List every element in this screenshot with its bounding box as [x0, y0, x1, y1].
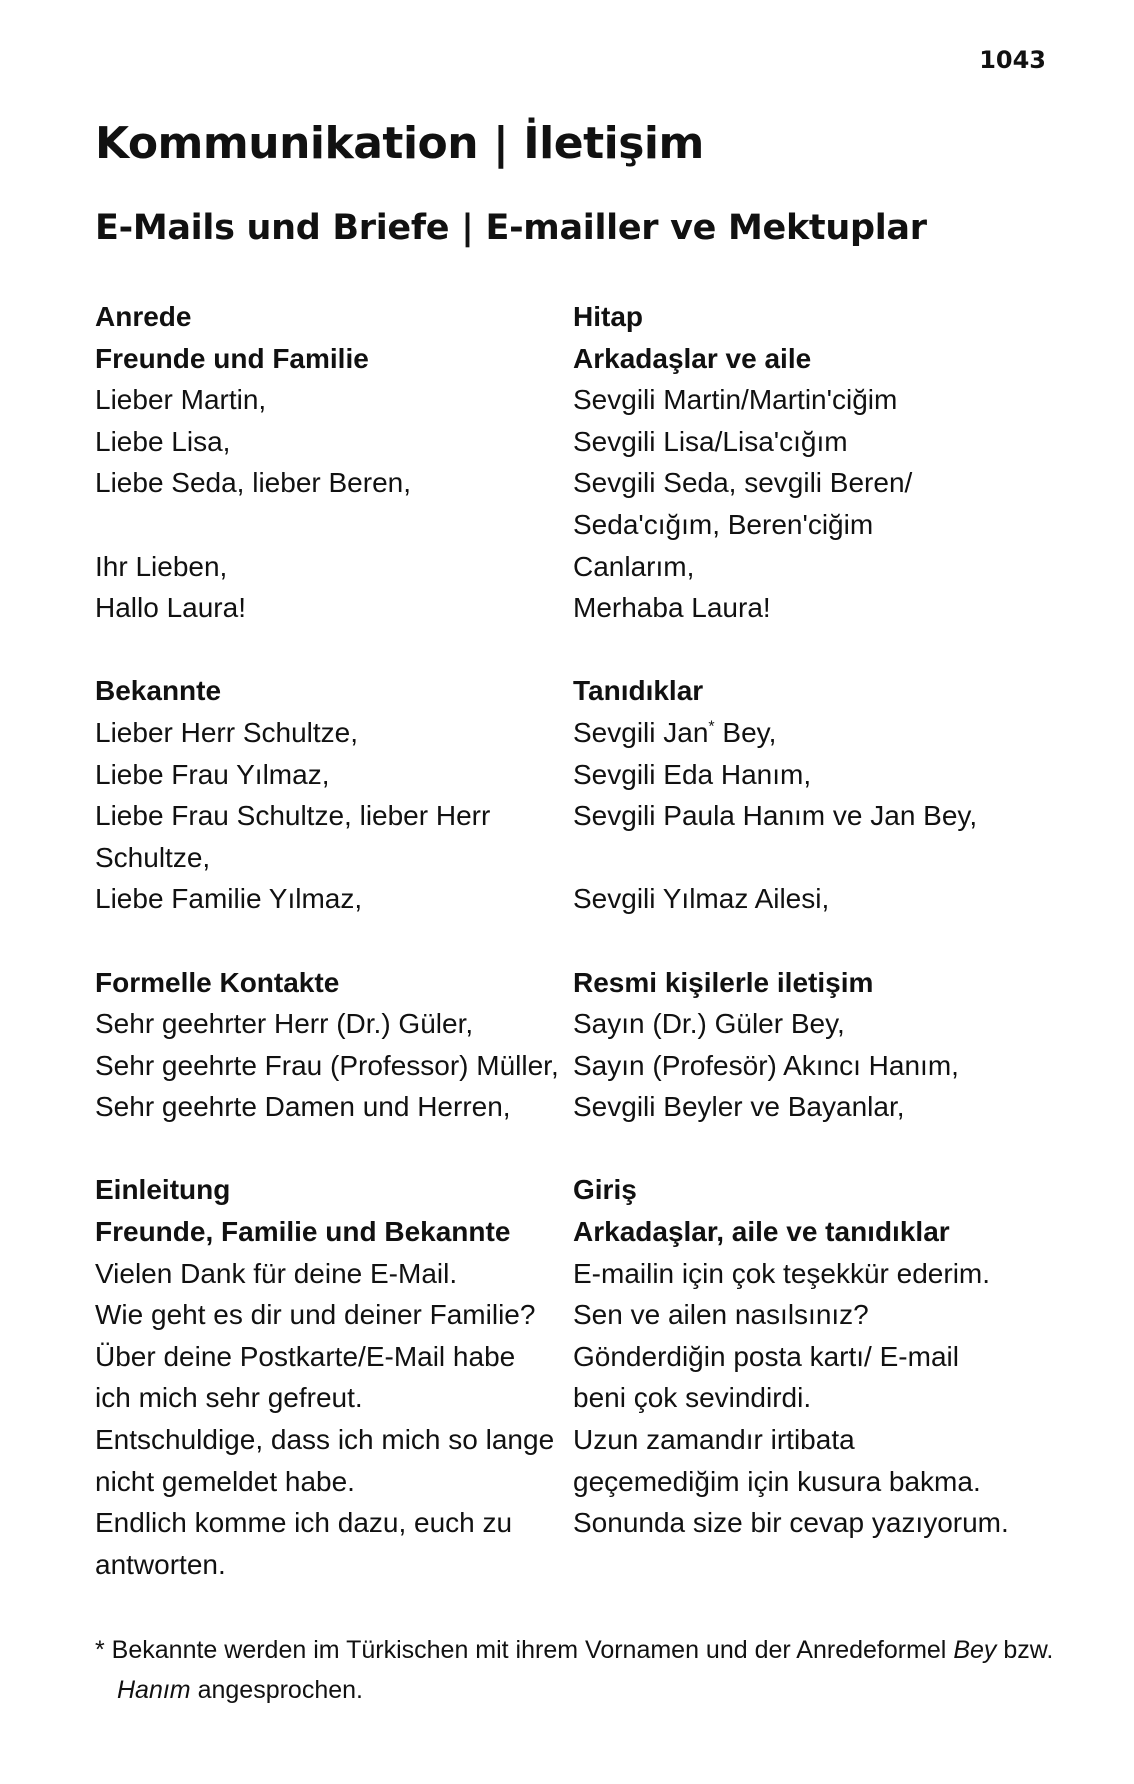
- phrase-tr: Sonunda size bir cevap yazıyorum.: [573, 1507, 1009, 1539]
- phrase-de: [95, 504, 573, 546]
- phrase-de: Entschuldige, dass ich mich so lange: [95, 1424, 555, 1456]
- footnote-text: angesprochen.: [190, 1676, 363, 1704]
- phrase-row: [95, 546, 1055, 588]
- footnote-line-2: [95, 1670, 1055, 1710]
- phrase-de: Liebe Seda, lieber Beren,: [95, 467, 411, 499]
- phrase-row: [95, 462, 1055, 504]
- subheading-tr: Arkadaşlar, aile ve tanıdıklar: [573, 1216, 950, 1248]
- page-number: 1043: [979, 46, 1046, 74]
- footnote-text: Bekannte werden im Türkischen mit ihrem Vornamen und der Anredeformel: [104, 1636, 954, 1664]
- phrase-de: Wie geht es dir und deiner Familie?: [95, 1299, 536, 1331]
- phrase-tr: geçemediğim için kusura bakma.: [573, 1465, 981, 1497]
- phrase-tr: [573, 712, 1055, 754]
- phrase-tr: beni çok sevindirdi.: [573, 1382, 812, 1414]
- phrase-de: Lieber Herr Schultze,: [95, 716, 359, 748]
- heading-row-formelle: [95, 962, 1055, 1004]
- phrase-de: Vielen Dank für deine E-Mail.: [95, 1257, 458, 1289]
- phrase-tr: Seda'cığım, Beren'ciğim: [573, 508, 874, 540]
- phrase-tr: [573, 837, 1055, 879]
- heading-de: Formelle Kontakte: [95, 966, 340, 998]
- phrase-tr: Sayın (Profesör) Akıncı Hanım,: [573, 1049, 959, 1081]
- phrase-de: Liebe Frau Yılmaz,: [95, 758, 330, 790]
- phrase-tr: Gönderdiğin posta kartı/ E-mail: [573, 1340, 959, 1372]
- phrase-de: ich mich sehr gefreut.: [95, 1382, 363, 1414]
- phrase-de: antworten.: [95, 1548, 226, 1580]
- phrase-row: [95, 1461, 1055, 1503]
- phrase-tr: Merhaba Laura!: [573, 592, 771, 624]
- phrase-tr: Sevgili Lisa/Lisa'cığım: [573, 425, 848, 457]
- phrase-tr: Sevgili Seda, sevgili Beren/: [573, 467, 913, 499]
- phrase-row: [95, 712, 1055, 754]
- phrase-tr: Uzun zamandır irtibata: [573, 1424, 855, 1456]
- subheading-de: Freunde, Familie und Bekannte: [95, 1216, 511, 1248]
- phrase-table: [95, 296, 1055, 1585]
- phrase-row: [95, 1336, 1055, 1378]
- phrase-de: Lieber Martin,: [95, 384, 267, 416]
- spacer: [95, 920, 1055, 962]
- spacer: [95, 629, 1055, 671]
- phrase-row: [95, 878, 1055, 920]
- phrase-de: Hallo Laura!: [95, 592, 246, 624]
- page-title: Kommunikation | İletişim: [95, 118, 704, 169]
- phrase-de: Endlich komme ich dazu, euch zu: [95, 1507, 513, 1539]
- phrase-tr: Canlarım,: [573, 550, 695, 582]
- phrase-tr-part: Sevgili Jan: [573, 716, 709, 748]
- phrase-tr: Sevgili Yılmaz Ailesi,: [573, 883, 830, 915]
- phrase-row: [95, 837, 1055, 879]
- phrase-tr-part: Bey,: [714, 716, 777, 748]
- phrase-row: [95, 795, 1055, 837]
- footnote-text: bzw.: [996, 1636, 1054, 1664]
- phrase-row: [95, 1045, 1055, 1087]
- phrase-de: Liebe Lisa,: [95, 425, 231, 457]
- heading-de: Einleitung: [95, 1174, 231, 1206]
- heading-de: Anrede: [95, 301, 192, 332]
- phrase-de: Sehr geehrte Frau (Professor) Müller,: [95, 1049, 559, 1081]
- heading-tr: Resmi kişilerle iletişim: [573, 966, 874, 998]
- section-subtitle: E-Mails und Briefe | E-mailler ve Mektuplar: [95, 208, 927, 248]
- phrase-row: [95, 1086, 1055, 1128]
- heading-tr: Giriş: [573, 1174, 637, 1206]
- phrase-de: nicht gemeldet habe.: [95, 1465, 355, 1497]
- phrase-row: [95, 1377, 1055, 1419]
- phrase-row: [95, 379, 1055, 421]
- phrase-de: Über deine Postkarte/E-Mail habe: [95, 1340, 516, 1372]
- phrase-tr: Sen ve ailen nasılsınız?: [573, 1299, 869, 1331]
- heading-row-einleitung: [95, 1169, 1055, 1211]
- phrase-tr: Sevgili Beyler ve Bayanlar,: [573, 1091, 905, 1123]
- heading-de: Bekannte: [95, 675, 222, 707]
- subheading-tr: Arkadaşlar ve aile: [573, 342, 812, 374]
- footnote: [95, 1630, 1055, 1710]
- phrase-tr: E-mailin için çok teşekkür ederim.: [573, 1257, 991, 1289]
- phrase-de: Ihr Lieben,: [95, 550, 228, 582]
- phrase-tr: Sevgili Eda Hanım,: [573, 758, 812, 790]
- phrase-de: Schultze,: [95, 841, 211, 873]
- phrase-de: Sehr geehrte Damen und Herren,: [95, 1091, 511, 1123]
- phrase-row: [95, 504, 1055, 546]
- phrase-row: [95, 1294, 1055, 1336]
- heading-tr: Hitap: [573, 301, 643, 332]
- phrase-tr: Sevgili Martin/Martin'ciğim: [573, 384, 898, 416]
- footnote-marker: *: [95, 1636, 105, 1664]
- footnote-marker: *: [708, 718, 715, 736]
- subheading-row-einleitung: [95, 1211, 1055, 1253]
- phrase-row: [95, 754, 1055, 796]
- phrase-row: [95, 1253, 1055, 1295]
- phrase-row: [95, 1544, 1055, 1586]
- phrase-row: [95, 1003, 1055, 1045]
- spacer: [95, 1128, 1055, 1170]
- phrase-row: [95, 421, 1055, 463]
- phrase-row: [95, 587, 1055, 629]
- phrase-row: [95, 1502, 1055, 1544]
- heading-tr: Tanıdıklar: [573, 675, 704, 707]
- phrase-de: Liebe Frau Schultze, lieber Herr: [95, 800, 491, 832]
- phrase-tr: Sayın (Dr.) Güler Bey,: [573, 1008, 845, 1040]
- heading-row-bekannte: [95, 670, 1055, 712]
- footnote-line-1: [95, 1630, 1055, 1670]
- heading-row-anrede: [95, 296, 1055, 338]
- footnote-emphasis-bey: Bey: [953, 1636, 997, 1664]
- subheading-row-anrede: [95, 338, 1055, 380]
- phrase-de: Liebe Familie Yılmaz,: [95, 883, 363, 915]
- phrase-row: [95, 1419, 1055, 1461]
- phrase-tr: Sevgili Paula Hanım ve Jan Bey,: [573, 800, 978, 832]
- subheading-de: Freunde und Familie: [95, 342, 369, 374]
- phrase-de: Sehr geehrter Herr (Dr.) Güler,: [95, 1008, 474, 1040]
- footnote-emphasis-hanim: Hanım: [117, 1676, 191, 1704]
- phrase-tr: [573, 1544, 1055, 1586]
